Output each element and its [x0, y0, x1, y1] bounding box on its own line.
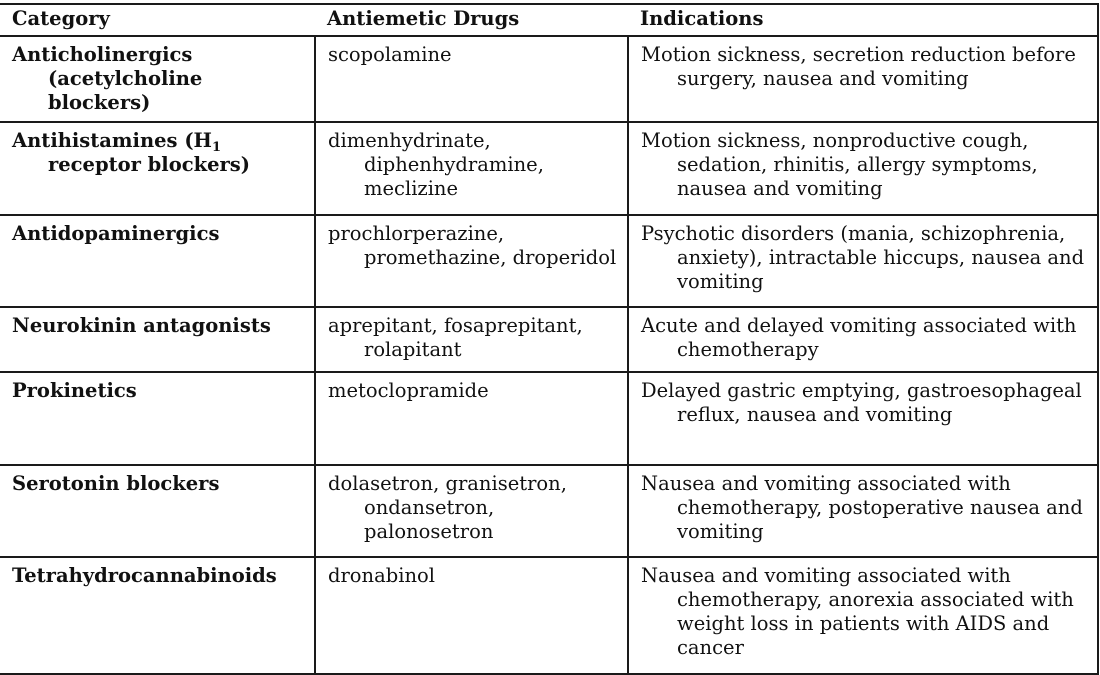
cell-drugs [315, 465, 628, 557]
drugs-text: prochlorperazine, promethazine, droperidol [328, 222, 617, 269]
cell-indications [628, 465, 1098, 557]
indications-text: Motion sickness, nonproductive cough, sedation, rhinitis, allergy symptoms, nausea and vomiting [641, 129, 1038, 200]
table-row [0, 36, 1098, 122]
cell-category [0, 307, 315, 372]
antiemetic-drugs-table [0, 3, 1099, 675]
cell-indications [628, 36, 1098, 122]
table-row [0, 372, 1098, 465]
cell-drugs [315, 557, 628, 674]
category-subscript: 1 [211, 140, 222, 155]
header-indications: Indications [628, 4, 1098, 36]
cell-category [0, 465, 315, 557]
category-text-part: receptor blockers) [48, 153, 250, 176]
indications-text: Nausea and vomiting associated with chemotherapy, anorexia associated with weight loss in patients with AIDS and cancer [641, 564, 1074, 659]
indications-text: Psychotic disorders (mania, schizophrenia, anxiety), intractable hiccups, nausea and vomiting [641, 222, 1085, 293]
table-row [0, 307, 1098, 372]
indications-text: Delayed gastric emptying, gastroesophageal reflux, nausea and vomiting [641, 379, 1082, 426]
drugs-text: dronabinol [328, 564, 435, 587]
category-text: Antidopaminergics [12, 222, 220, 245]
drugs-text: metoclopramide [328, 379, 489, 402]
category-text-part: Antihistamines (H [12, 129, 212, 152]
cell-drugs [315, 307, 628, 372]
cell-category [0, 557, 315, 674]
table-row [0, 215, 1098, 307]
category-text: Tetrahydrocannabinoids [12, 564, 277, 587]
category-text: Prokinetics [12, 379, 137, 402]
cell-category [0, 372, 315, 465]
indications-text: Nausea and vomiting associated with chemotherapy, postoperative nausea and vomiting [641, 472, 1083, 543]
category-text: Neurokinin antagonists [12, 314, 271, 337]
cell-drugs [315, 215, 628, 307]
cell-indications [628, 307, 1098, 372]
table-header-row [0, 4, 1098, 36]
drugs-text: dolasetron, granisetron, ondansetron, palonosetron [328, 472, 567, 543]
header-category: Category [0, 4, 315, 36]
table-row [0, 465, 1098, 557]
table-row [0, 122, 1098, 215]
category-text [12, 129, 304, 177]
cell-indications [628, 122, 1098, 215]
cell-indications [628, 215, 1098, 307]
drugs-text: dimenhydrinate, diphenhydramine, meclizine [328, 129, 544, 200]
drugs-text: aprepitant, fosaprepitant, rolapitant [328, 314, 583, 361]
drugs-text: scopolamine [328, 43, 452, 66]
cell-category [0, 215, 315, 307]
cell-category [0, 36, 315, 122]
category-text: Serotonin blockers [12, 472, 220, 495]
table-row [0, 557, 1098, 674]
cell-drugs [315, 36, 628, 122]
cell-indications [628, 372, 1098, 465]
cell-drugs [315, 372, 628, 465]
cell-indications [628, 557, 1098, 674]
indications-text: Acute and delayed vomiting associated with chemotherapy [641, 314, 1077, 361]
indications-text: Motion sickness, secretion reduction before surgery, nausea and vomiting [641, 43, 1076, 90]
cell-drugs [315, 122, 628, 215]
category-text: Anticholinergics (acetylcholine blockers) [12, 43, 203, 114]
header-antiemetic-drugs: Antiemetic Drugs [315, 4, 628, 36]
cell-category [0, 122, 315, 215]
